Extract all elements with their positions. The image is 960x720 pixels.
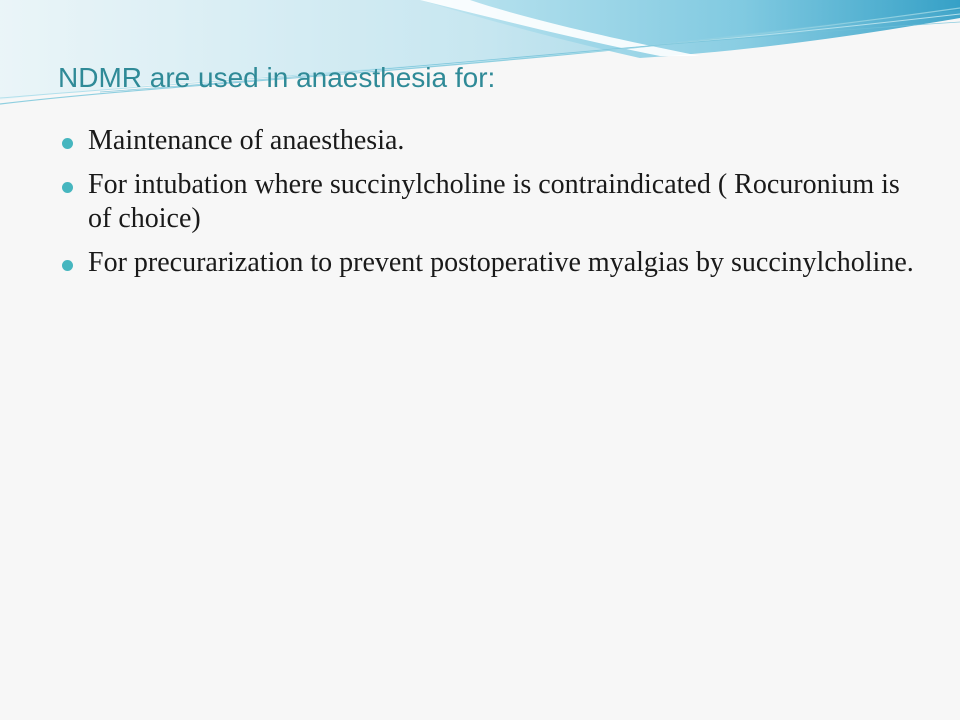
bullet-item [60, 168, 920, 236]
bullet-item [60, 246, 920, 280]
bullet-text: For precurarization to prevent postoperative myalgias by succinylcholine. [88, 247, 914, 278]
bullet-marker-icon [62, 138, 73, 149]
bullet-list [60, 124, 920, 290]
bullet-item [60, 124, 920, 158]
bullet-text: For intubation where succinylcholine is contraindicated ( Rocuronium is of choice) [88, 169, 900, 234]
header-wave-decoration [0, 0, 960, 120]
bullet-marker-icon [62, 182, 73, 193]
bullet-marker-icon [62, 260, 73, 271]
bullet-text: Maintenance of anaesthesia. [88, 125, 405, 156]
slide-title: NDMR are used in anaesthesia for: [58, 62, 496, 93]
